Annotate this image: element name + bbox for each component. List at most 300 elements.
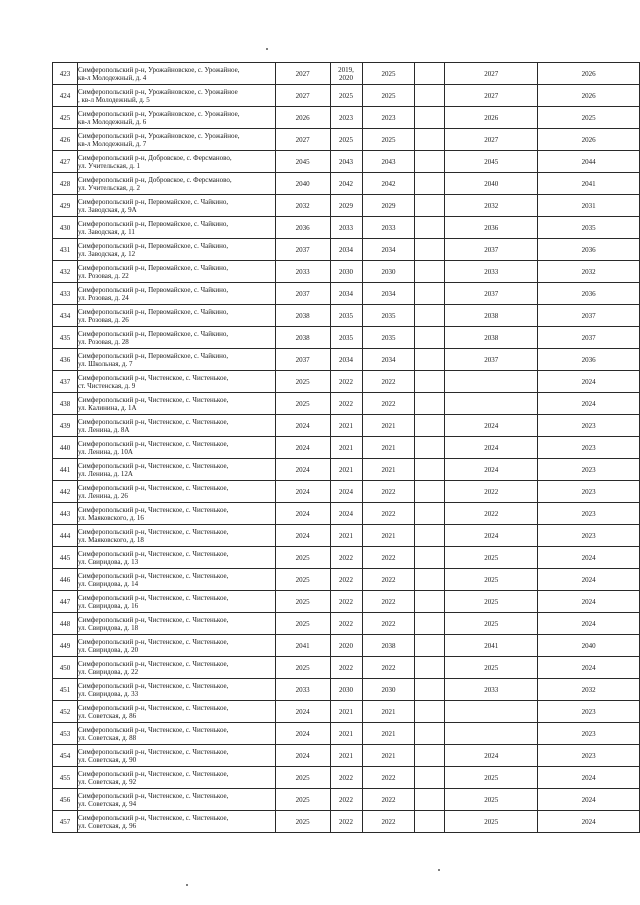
year-cell: 2027 — [275, 129, 330, 151]
year-cell: 2024 — [538, 569, 640, 591]
empty-cell — [415, 723, 445, 745]
row-number-cell: 442 — [53, 481, 78, 503]
row-number-cell: 444 — [53, 525, 78, 547]
year-cell: 2025 — [275, 371, 330, 393]
year-cell: 2024 — [330, 481, 362, 503]
empty-cell — [415, 811, 445, 833]
row-number-cell: 452 — [53, 701, 78, 723]
table-body — [53, 63, 640, 833]
year-cell: 2021 — [330, 415, 362, 437]
year-cell: 2030 — [362, 261, 415, 283]
address-cell: Симферопольский р-н, Чистенское, с. Чистенькое, ул. Советская, д. 86 — [77, 701, 275, 723]
address-cell: Симферопольский р-н, Первомайское, с. Чайкино, ул. Розовая, д. 26 — [77, 305, 275, 327]
year-cell: 2041 — [275, 635, 330, 657]
table-row — [53, 107, 640, 129]
year-cell: 2022 — [362, 811, 415, 833]
year-cell: 2022 — [362, 371, 415, 393]
address-cell: Симферопольский р-н, Чистенское, с. Чистенькое, ул. Советская, д. 90 — [77, 745, 275, 767]
row-number-cell: 429 — [53, 195, 78, 217]
year-cell: 2022 — [330, 811, 362, 833]
year-cell: 2022 — [330, 613, 362, 635]
year-cell: 2025 — [330, 129, 362, 151]
table-row — [53, 811, 640, 833]
year-cell: 2035 — [362, 327, 415, 349]
table-row — [53, 129, 640, 151]
year-cell — [445, 701, 538, 723]
year-cell: 2025 — [275, 811, 330, 833]
year-cell: 2027 — [445, 129, 538, 151]
year-cell: 2024 — [275, 415, 330, 437]
year-cell: 2027 — [445, 63, 538, 85]
year-cell: 2022 — [362, 789, 415, 811]
year-cell: 2024 — [445, 415, 538, 437]
year-cell: 2021 — [362, 415, 415, 437]
year-cell: 2025 — [330, 85, 362, 107]
year-cell: 2043 — [330, 151, 362, 173]
row-number-cell: 441 — [53, 459, 78, 481]
year-cell: 2024 — [538, 767, 640, 789]
year-cell: 2044 — [538, 151, 640, 173]
year-cell: 2024 — [538, 657, 640, 679]
address-cell: Симферопольский р-н, Первомайское, с. Чайкино, ул. Заводская, д. 9А — [77, 195, 275, 217]
year-cell: 2026 — [538, 63, 640, 85]
table-row — [53, 85, 640, 107]
table-row — [53, 679, 640, 701]
year-cell: 2025 — [275, 789, 330, 811]
year-cell: 2023 — [538, 437, 640, 459]
year-cell: 2022 — [330, 591, 362, 613]
year-cell: 2034 — [362, 349, 415, 371]
row-number-cell: 432 — [53, 261, 78, 283]
row-number-cell: 447 — [53, 591, 78, 613]
address-cell: Симферопольский р-н, Первомайское, с. Чайкино, ул. Заводская, д. 11 — [77, 217, 275, 239]
address-cell: Симферопольский р-н, Первомайское, с. Чайкино, ул. Розовая, д. 24 — [77, 283, 275, 305]
year-cell: 2022 — [362, 393, 415, 415]
empty-cell — [415, 129, 445, 151]
address-cell: Симферопольский р-н, Чистенское, с. Чистенькое, ул. Советская, д. 92 — [77, 767, 275, 789]
year-cell: 2033 — [275, 679, 330, 701]
table-row — [53, 569, 640, 591]
year-cell: 2024 — [445, 437, 538, 459]
housing-repair-schedule-table — [52, 62, 640, 833]
empty-cell — [415, 107, 445, 129]
year-cell: 2021 — [330, 745, 362, 767]
year-cell: 2038 — [275, 305, 330, 327]
scan-speck — [266, 48, 268, 50]
empty-cell — [415, 305, 445, 327]
year-cell: 2032 — [275, 195, 330, 217]
address-cell: Симферопольский р-н, Чистенское, с. Чистенькое, ул. Ленина, д. 26 — [77, 481, 275, 503]
table-row — [53, 195, 640, 217]
row-number-cell: 426 — [53, 129, 78, 151]
year-cell: 2035 — [330, 327, 362, 349]
table-row — [53, 437, 640, 459]
year-cell: 2043 — [362, 151, 415, 173]
year-cell: 2034 — [330, 283, 362, 305]
empty-cell — [415, 591, 445, 613]
year-cell: 2024 — [538, 613, 640, 635]
year-cell: 2033 — [445, 679, 538, 701]
table-row — [53, 261, 640, 283]
year-cell: 2027 — [275, 63, 330, 85]
address-cell: Симферопольский р-н, Чистенское, с. Чистенькое, ул. Ленина, д. 10А — [77, 437, 275, 459]
year-cell: 2024 — [275, 745, 330, 767]
year-cell: 2033 — [275, 261, 330, 283]
year-cell: 2025 — [362, 129, 415, 151]
year-cell: 2022 — [330, 657, 362, 679]
table-row — [53, 349, 640, 371]
empty-cell — [415, 613, 445, 635]
empty-cell — [415, 767, 445, 789]
year-cell: 2021 — [330, 459, 362, 481]
year-cell: 2022 — [330, 371, 362, 393]
empty-cell — [415, 85, 445, 107]
year-cell: 2022 — [330, 547, 362, 569]
year-cell: 2036 — [275, 217, 330, 239]
address-cell: Симферопольский р-н, Урожайновское, с. Урожайное , кв-л Молодежный, д. 5 — [77, 85, 275, 107]
address-cell: Симферопольский р-н, Чистенское, с. Чистенькое, ул. Ленина, д. 12А — [77, 459, 275, 481]
year-cell: 2033 — [330, 217, 362, 239]
empty-cell — [415, 503, 445, 525]
year-cell: 2024 — [538, 789, 640, 811]
address-cell: Симферопольский р-н, Урожайновское, с. Урожайное, кв-л Молодежный, д. 6 — [77, 107, 275, 129]
year-cell: 2022 — [362, 767, 415, 789]
row-number-cell: 449 — [53, 635, 78, 657]
year-cell: 2024 — [330, 503, 362, 525]
empty-cell — [415, 701, 445, 723]
table-row — [53, 503, 640, 525]
table-row — [53, 481, 640, 503]
year-cell: 2037 — [538, 327, 640, 349]
year-cell: 2042 — [330, 173, 362, 195]
address-cell: Симферопольский р-н, Добровское, с. Ферсманово, ул. Учительская, д. 1 — [77, 151, 275, 173]
row-number-cell: 453 — [53, 723, 78, 745]
row-number-cell: 425 — [53, 107, 78, 129]
table-row — [53, 591, 640, 613]
empty-cell — [415, 745, 445, 767]
year-cell: 2021 — [330, 701, 362, 723]
scan-speck — [186, 884, 188, 886]
year-cell: 2029 — [362, 195, 415, 217]
row-number-cell: 454 — [53, 745, 78, 767]
address-cell: Симферопольский р-н, Чистенское, с. Чистенькое, ул. Свиридова, д. 18 — [77, 613, 275, 635]
year-cell: 2025 — [445, 657, 538, 679]
row-number-cell: 439 — [53, 415, 78, 437]
year-cell: 2025 — [538, 107, 640, 129]
table-row — [53, 635, 640, 657]
year-cell: 2026 — [538, 85, 640, 107]
table-row — [53, 745, 640, 767]
year-cell: 2022 — [445, 481, 538, 503]
address-cell: Симферопольский р-н, Первомайское, с. Чайкино, ул. Школьная, д. 7 — [77, 349, 275, 371]
address-cell: Симферопольский р-н, Урожайновское, с. Урожайное, кв-л Молодежный, д. 4 — [77, 63, 275, 85]
year-cell: 2040 — [538, 635, 640, 657]
year-cell: 2023 — [538, 503, 640, 525]
row-number-cell: 431 — [53, 239, 78, 261]
row-number-cell: 443 — [53, 503, 78, 525]
row-number-cell: 428 — [53, 173, 78, 195]
year-cell: 2025 — [275, 569, 330, 591]
year-cell: 2022 — [445, 503, 538, 525]
empty-cell — [415, 657, 445, 679]
address-cell: Симферопольский р-н, Чистенское, с. Чистенькое, ул. Советская, д. 88 — [77, 723, 275, 745]
table-row — [53, 767, 640, 789]
row-number-cell: 424 — [53, 85, 78, 107]
year-cell: 2035 — [362, 305, 415, 327]
year-cell: 2022 — [330, 393, 362, 415]
table-row — [53, 371, 640, 393]
year-cell: 2037 — [275, 349, 330, 371]
address-cell: Симферопольский р-н, Чистенское, с. Чистенькое, ул. Советская, д. 96 — [77, 811, 275, 833]
year-cell: 2030 — [362, 679, 415, 701]
year-cell: 2042 — [362, 173, 415, 195]
row-number-cell: 423 — [53, 63, 78, 85]
year-cell: 2025 — [275, 657, 330, 679]
year-cell: 2022 — [330, 767, 362, 789]
row-number-cell: 445 — [53, 547, 78, 569]
year-cell: 2023 — [538, 723, 640, 745]
year-cell: 2034 — [362, 283, 415, 305]
year-cell: 2037 — [445, 239, 538, 261]
address-cell: Симферопольский р-н, Чистенское, с. Чистенькое, ул. Свиридова, д. 22 — [77, 657, 275, 679]
year-cell: 2023 — [538, 459, 640, 481]
year-cell: 2035 — [538, 217, 640, 239]
year-cell: 2024 — [445, 459, 538, 481]
year-cell: 2023 — [538, 745, 640, 767]
empty-cell — [415, 239, 445, 261]
empty-cell — [415, 217, 445, 239]
year-cell: 2030 — [330, 261, 362, 283]
address-cell: Симферопольский р-н, Чистенское, с. Чистенькое, ул. Свиридова, д. 33 — [77, 679, 275, 701]
year-cell: 2025 — [275, 613, 330, 635]
year-cell: 2037 — [445, 283, 538, 305]
empty-cell — [415, 371, 445, 393]
address-cell: Симферопольский р-н, Чистенское, с. Чистенькое, ст. Чистенская, д. 9 — [77, 371, 275, 393]
empty-cell — [415, 547, 445, 569]
year-cell: 2025 — [445, 591, 538, 613]
year-cell: 2025 — [275, 393, 330, 415]
year-cell: 2026 — [445, 107, 538, 129]
row-number-cell: 430 — [53, 217, 78, 239]
year-cell: 2022 — [362, 613, 415, 635]
table-row — [53, 217, 640, 239]
year-cell: 2038 — [445, 305, 538, 327]
year-cell: 2024 — [275, 459, 330, 481]
year-cell: 2021 — [362, 745, 415, 767]
table-row — [53, 459, 640, 481]
year-cell: 2036 — [538, 283, 640, 305]
empty-cell — [415, 525, 445, 547]
year-cell: 2036 — [445, 217, 538, 239]
year-cell: 2025 — [445, 811, 538, 833]
row-number-cell: 438 — [53, 393, 78, 415]
row-number-cell: 435 — [53, 327, 78, 349]
row-number-cell: 427 — [53, 151, 78, 173]
row-number-cell: 457 — [53, 811, 78, 833]
year-cell: 2032 — [445, 195, 538, 217]
year-cell: 2024 — [275, 503, 330, 525]
table-row — [53, 547, 640, 569]
empty-cell — [415, 679, 445, 701]
year-cell: 2037 — [275, 283, 330, 305]
year-cell: 2038 — [445, 327, 538, 349]
address-cell: Симферопольский р-н, Чистенское, с. Чистенькое, ул. Свиридова, д. 20 — [77, 635, 275, 657]
year-cell: 2023 — [330, 107, 362, 129]
year-cell — [445, 723, 538, 745]
year-cell: 2029 — [330, 195, 362, 217]
year-cell: 2024 — [445, 745, 538, 767]
year-cell: 2022 — [330, 569, 362, 591]
row-number-cell: 433 — [53, 283, 78, 305]
year-cell: 2021 — [362, 723, 415, 745]
row-number-cell: 455 — [53, 767, 78, 789]
year-cell: 2022 — [330, 789, 362, 811]
empty-cell — [415, 173, 445, 195]
year-cell: 2041 — [538, 173, 640, 195]
row-number-cell: 437 — [53, 371, 78, 393]
row-number-cell: 451 — [53, 679, 78, 701]
year-cell: 2034 — [330, 239, 362, 261]
table-row — [53, 525, 640, 547]
empty-cell — [415, 283, 445, 305]
year-cell: 2025 — [275, 767, 330, 789]
address-cell: Симферопольский р-н, Чистенское, с. Чистенькое, ул. Свиридова, д. 14 — [77, 569, 275, 591]
year-cell: 2038 — [275, 327, 330, 349]
year-cell: 2019, 2020 — [330, 63, 362, 85]
year-cell: 2033 — [362, 217, 415, 239]
empty-cell — [415, 393, 445, 415]
year-cell: 2026 — [275, 107, 330, 129]
year-cell: 2022 — [362, 503, 415, 525]
address-cell: Симферопольский р-н, Первомайское, с. Чайкино, ул. Заводская, д. 12 — [77, 239, 275, 261]
year-cell: 2038 — [362, 635, 415, 657]
table-row — [53, 151, 640, 173]
year-cell: 2024 — [275, 437, 330, 459]
address-cell: Симферопольский р-н, Чистенское, с. Чистенькое, ул. Калинина, д. 1А — [77, 393, 275, 415]
year-cell: 2037 — [275, 239, 330, 261]
year-cell: 2036 — [538, 239, 640, 261]
year-cell: 2022 — [362, 547, 415, 569]
address-cell: Симферопольский р-н, Чистенское, с. Чистенькое, ул. Маяковского, д. 16 — [77, 503, 275, 525]
year-cell: 2022 — [362, 481, 415, 503]
year-cell: 2024 — [275, 525, 330, 547]
year-cell: 2024 — [538, 811, 640, 833]
empty-cell — [415, 635, 445, 657]
year-cell: 2024 — [538, 547, 640, 569]
year-cell: 2037 — [538, 305, 640, 327]
year-cell: 2024 — [538, 371, 640, 393]
empty-cell — [415, 415, 445, 437]
year-cell: 2021 — [362, 701, 415, 723]
year-cell — [445, 371, 538, 393]
address-cell: Симферопольский р-н, Первомайское, с. Чайкино, ул. Розовая, д. 28 — [77, 327, 275, 349]
year-cell: 2021 — [330, 525, 362, 547]
year-cell: 2041 — [445, 635, 538, 657]
address-cell: Симферопольский р-н, Урожайновское, с. Урожайное, кв-л Молодежный, д. 7 — [77, 129, 275, 151]
empty-cell — [415, 195, 445, 217]
empty-cell — [415, 349, 445, 371]
year-cell: 2025 — [275, 547, 330, 569]
year-cell: 2045 — [445, 151, 538, 173]
row-number-cell: 456 — [53, 789, 78, 811]
table-row — [53, 305, 640, 327]
year-cell: 2025 — [445, 789, 538, 811]
year-cell: 2037 — [445, 349, 538, 371]
year-cell: 2034 — [330, 349, 362, 371]
table-row — [53, 789, 640, 811]
empty-cell — [415, 789, 445, 811]
table-row — [53, 239, 640, 261]
empty-cell — [415, 327, 445, 349]
year-cell: 2025 — [275, 591, 330, 613]
address-cell: Симферопольский р-н, Чистенское, с. Чистенькое, ул. Свиридова, д. 13 — [77, 547, 275, 569]
year-cell: 2021 — [362, 459, 415, 481]
year-cell: 2035 — [330, 305, 362, 327]
year-cell: 2027 — [275, 85, 330, 107]
year-cell: 2022 — [362, 657, 415, 679]
empty-cell — [415, 569, 445, 591]
year-cell: 2021 — [362, 525, 415, 547]
empty-cell — [415, 481, 445, 503]
year-cell: 2024 — [538, 393, 640, 415]
year-cell: 2023 — [538, 481, 640, 503]
year-cell: 2033 — [445, 261, 538, 283]
empty-cell — [415, 151, 445, 173]
address-cell: Симферопольский р-н, Чистенское, с. Чистенькое, ул. Свиридова, д. 16 — [77, 591, 275, 613]
row-number-cell: 436 — [53, 349, 78, 371]
year-cell — [445, 393, 538, 415]
row-number-cell: 448 — [53, 613, 78, 635]
table-row — [53, 415, 640, 437]
year-cell: 2024 — [275, 723, 330, 745]
year-cell: 2023 — [538, 701, 640, 723]
table-row — [53, 173, 640, 195]
empty-cell — [415, 261, 445, 283]
address-cell: Симферопольский р-н, Добровское, с. Ферсманово, ул. Учительская, д. 2 — [77, 173, 275, 195]
table-row — [53, 657, 640, 679]
year-cell: 2034 — [362, 239, 415, 261]
table-row — [53, 327, 640, 349]
year-cell: 2021 — [330, 437, 362, 459]
year-cell: 2023 — [538, 525, 640, 547]
year-cell: 2025 — [445, 613, 538, 635]
scan-speck — [438, 869, 440, 871]
year-cell: 2024 — [445, 525, 538, 547]
year-cell: 2024 — [275, 481, 330, 503]
year-cell: 2026 — [538, 129, 640, 151]
year-cell: 2032 — [538, 261, 640, 283]
year-cell: 2023 — [538, 415, 640, 437]
table-row — [53, 701, 640, 723]
table-row — [53, 393, 640, 415]
empty-cell — [415, 63, 445, 85]
year-cell: 2024 — [275, 701, 330, 723]
year-cell: 2040 — [275, 173, 330, 195]
address-cell: Симферопольский р-н, Чистенское, с. Чистенькое, ул. Советская, д. 94 — [77, 789, 275, 811]
year-cell: 2031 — [538, 195, 640, 217]
year-cell: 2030 — [330, 679, 362, 701]
year-cell: 2045 — [275, 151, 330, 173]
table-row — [53, 63, 640, 85]
address-cell: Симферопольский р-н, Первомайское, с. Чайкино, ул. Розовая, д. 22 — [77, 261, 275, 283]
table-row — [53, 723, 640, 745]
year-cell: 2036 — [538, 349, 640, 371]
year-cell: 2022 — [362, 591, 415, 613]
table-row — [53, 613, 640, 635]
year-cell: 2021 — [330, 723, 362, 745]
year-cell: 2032 — [538, 679, 640, 701]
empty-cell — [415, 437, 445, 459]
